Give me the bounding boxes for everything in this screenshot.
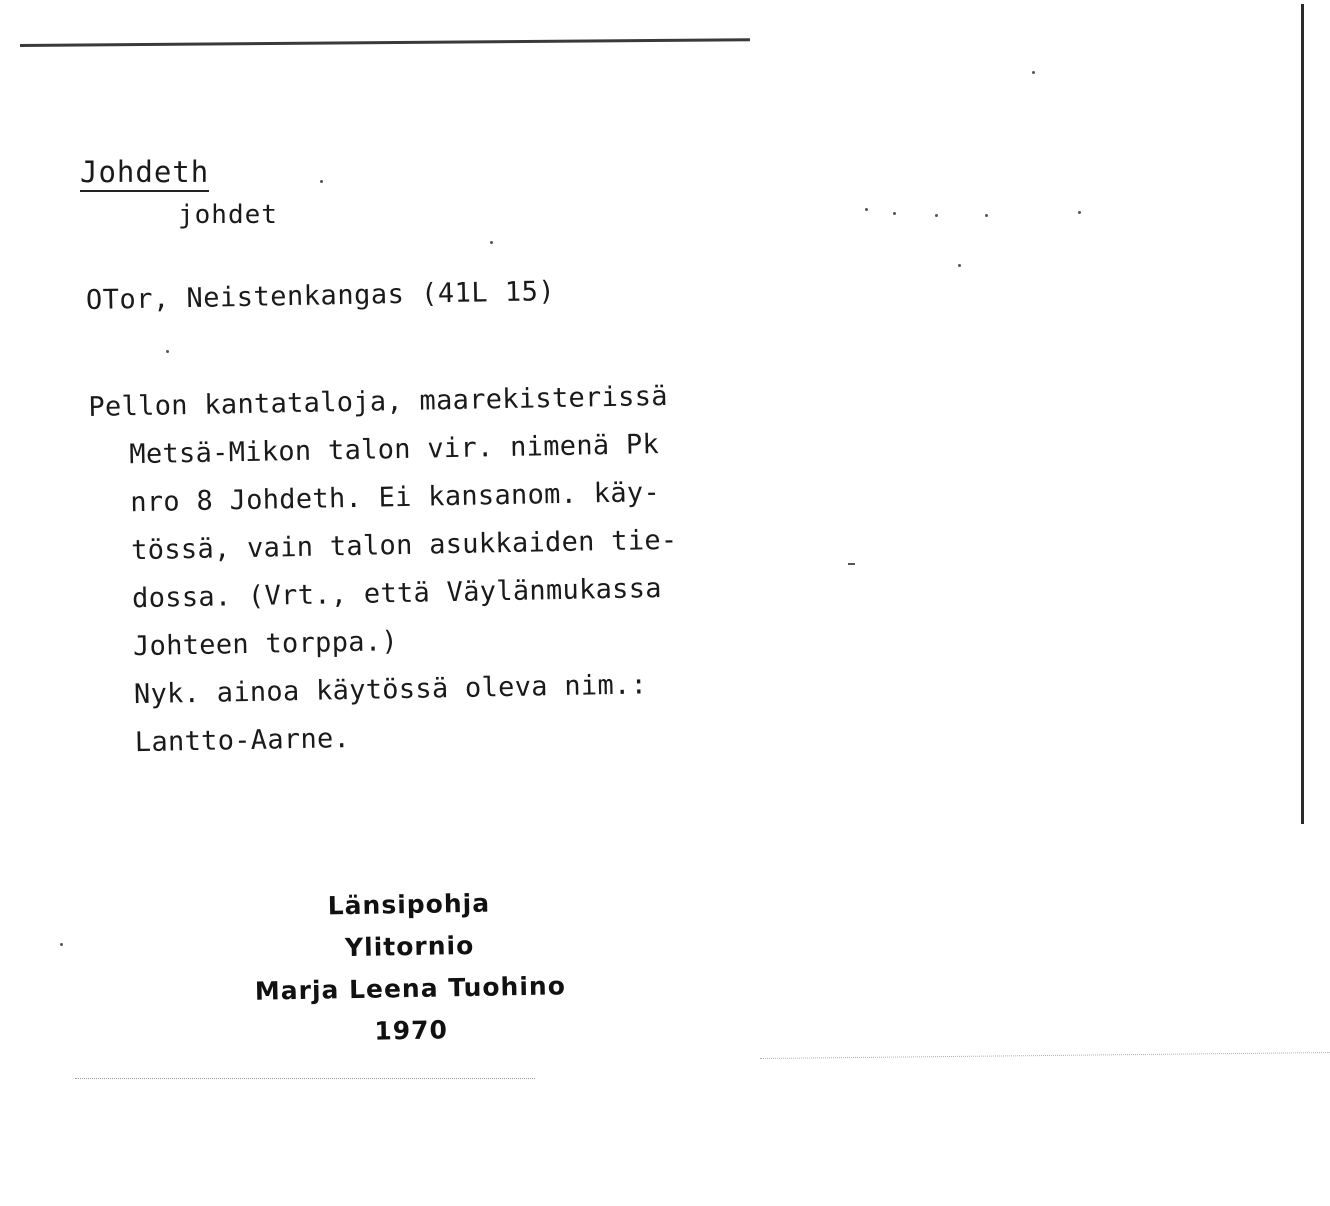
- scan-speck: [60, 943, 63, 946]
- location-line: OTor, Neistenkangas (41L 15): [85, 275, 556, 316]
- description-line: Pellon kantataloja, maarekisterissä: [88, 380, 669, 423]
- scan-speck: [1032, 71, 1035, 74]
- description-line: dossa. (Vrt., että Väylänmukassa: [131, 573, 663, 615]
- stamp-parish: Ylitornio: [344, 930, 475, 963]
- scan-speck: [985, 214, 988, 217]
- bottom-border-line: [75, 1078, 535, 1079]
- scan-speck: [865, 208, 868, 211]
- description-line: tössä, vain talon asukkaiden tie-: [130, 524, 678, 567]
- top-border-line: [20, 38, 750, 47]
- subword: johdet: [178, 200, 278, 230]
- stamp-year: 1970: [374, 1015, 449, 1046]
- description-line: Lantto-Aarne.: [134, 723, 351, 759]
- description-line: nro 8 Johdeth. Ei kansanom. käy-: [129, 477, 661, 519]
- scan-speck: [848, 563, 855, 565]
- scan-speck: [935, 214, 938, 217]
- bottom-border-line-right: [760, 1052, 1330, 1059]
- scan-speck: [958, 264, 961, 267]
- scan-speck: [893, 212, 896, 215]
- scan-speck: [1078, 211, 1081, 214]
- scan-speck: [490, 241, 493, 244]
- description-text: [88, 371, 795, 768]
- description-line: Metsä-Mikon talon vir. nimenä Pk: [129, 429, 660, 471]
- headword: Johdeth: [80, 154, 209, 192]
- collector-stamp: [239, 881, 582, 1055]
- description-line: Nyk. ainoa käytössä oleva nim.:: [133, 669, 648, 711]
- stamp-region: Länsipohja: [327, 888, 491, 921]
- scan-speck: [320, 180, 323, 183]
- scan-speck: [166, 350, 169, 353]
- description-line: Johteen torppa.): [132, 626, 399, 663]
- stamp-collector: Marja Leena Tuohino: [254, 971, 567, 1006]
- right-border-line: [1301, 4, 1304, 824]
